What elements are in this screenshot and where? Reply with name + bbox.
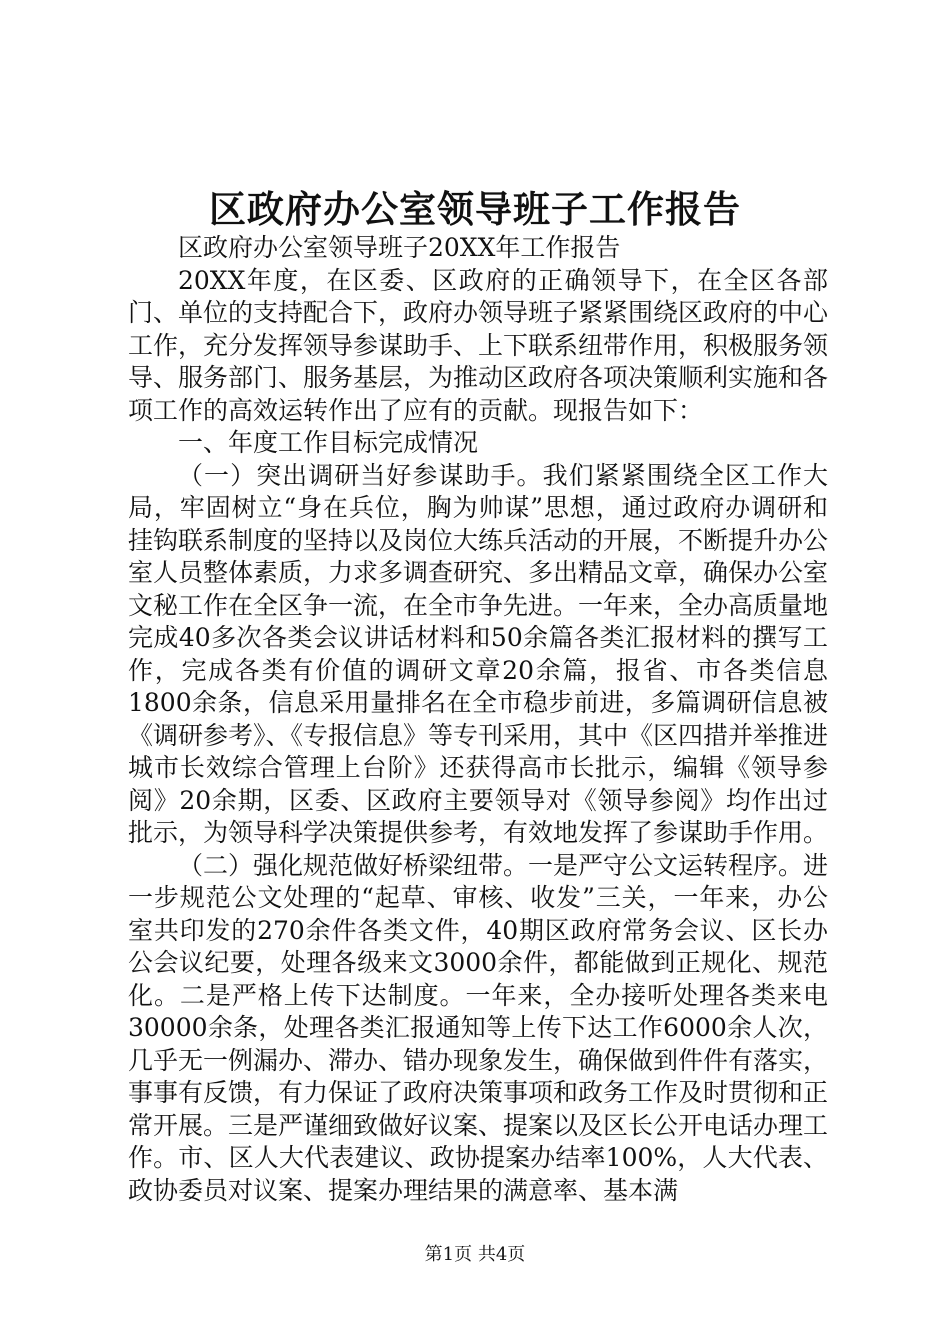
section-heading-1: 一、年度工作目标完成情况 — [178, 428, 479, 457]
page-number: 第1页 共4页 — [424, 1244, 526, 1265]
document-title: 区政府办公室领导班子工作报告 — [209, 187, 741, 231]
paragraph-research: （一）突出调研当好参谋助手。我们紧紧围绕全区工作大局，牢固树立“身在兵位，胸为帅谋”思想，通过政府办调研和挂钩联系制度的坚持以及岗位大练兵活动的开展，不断提升办公室人员整体素质，力求多调查研究、多出精品文章，确保办公室文秘工作在全区争一流，在全市争先进。一年来，全办高质量地完成40多次各类会议讲话材料和50余篇各类汇报材料的撰写工作，完成各类有价值的调研文章20余篇，报省、市各类信息1800余条，信息采用量排名在全市稳步前进，多篇调研信息被《调研参考》、《专报信息》等专刊采用，其中《区四措并举推进城市长效综合管理上台阶》还获得高市长批示，编辑《领导参阅》20余期，区委、区政府主要领导对《领导参阅》均作出过批示，为领导科学决策提供参考，有效地发挥了参谋助手作用。 — [128, 460, 829, 847]
paragraph-liaison: （二）强化规范做好桥梁纽带。一是严守公文运转程序。进一步规范公文处理的“起草、审核、收发”三关，一年来，办公室共印发的270余件各类文件，40期区政府常务会议、区长办公会议纪要，处理各级来文3000余件，都能做到正规化、规范化。二是严格上传下达制度。一年来，全办接听处理各类来电30000余条，处理各类汇报通知等上传下达工作6000余人次，几乎无一例漏办、滞办、错办现象发生，确保做到件件有落实，事事有反馈，有力保证了政府决策事项和政务工作及时贯彻和正常开展。三是严谨细致做好议案、提案以及区长公开电话办理工作。市、区人大代表建议、政协提案办结率100%，人大代表、政协委员对议案、提案办理结果的满意率、基本满 — [128, 850, 829, 1205]
intro-paragraph: 20XX年度，在区委、区政府的正确领导下，在全区各部门、单位的支持配合下，政府办领导班子紧紧围绕区政府的中心工作，充分发挥领导参谋助手、上下联系纽带作用，积极服务领导、服务部门、服务基层，为推动区政府各项决策顺利实施和各项工作的高效运转作出了应有的贡献。现报告如下： — [128, 265, 829, 425]
document-body — [128, 232, 828, 1207]
report-subtitle: 区政府办公室领导班子20XX年工作报告 — [178, 233, 621, 262]
